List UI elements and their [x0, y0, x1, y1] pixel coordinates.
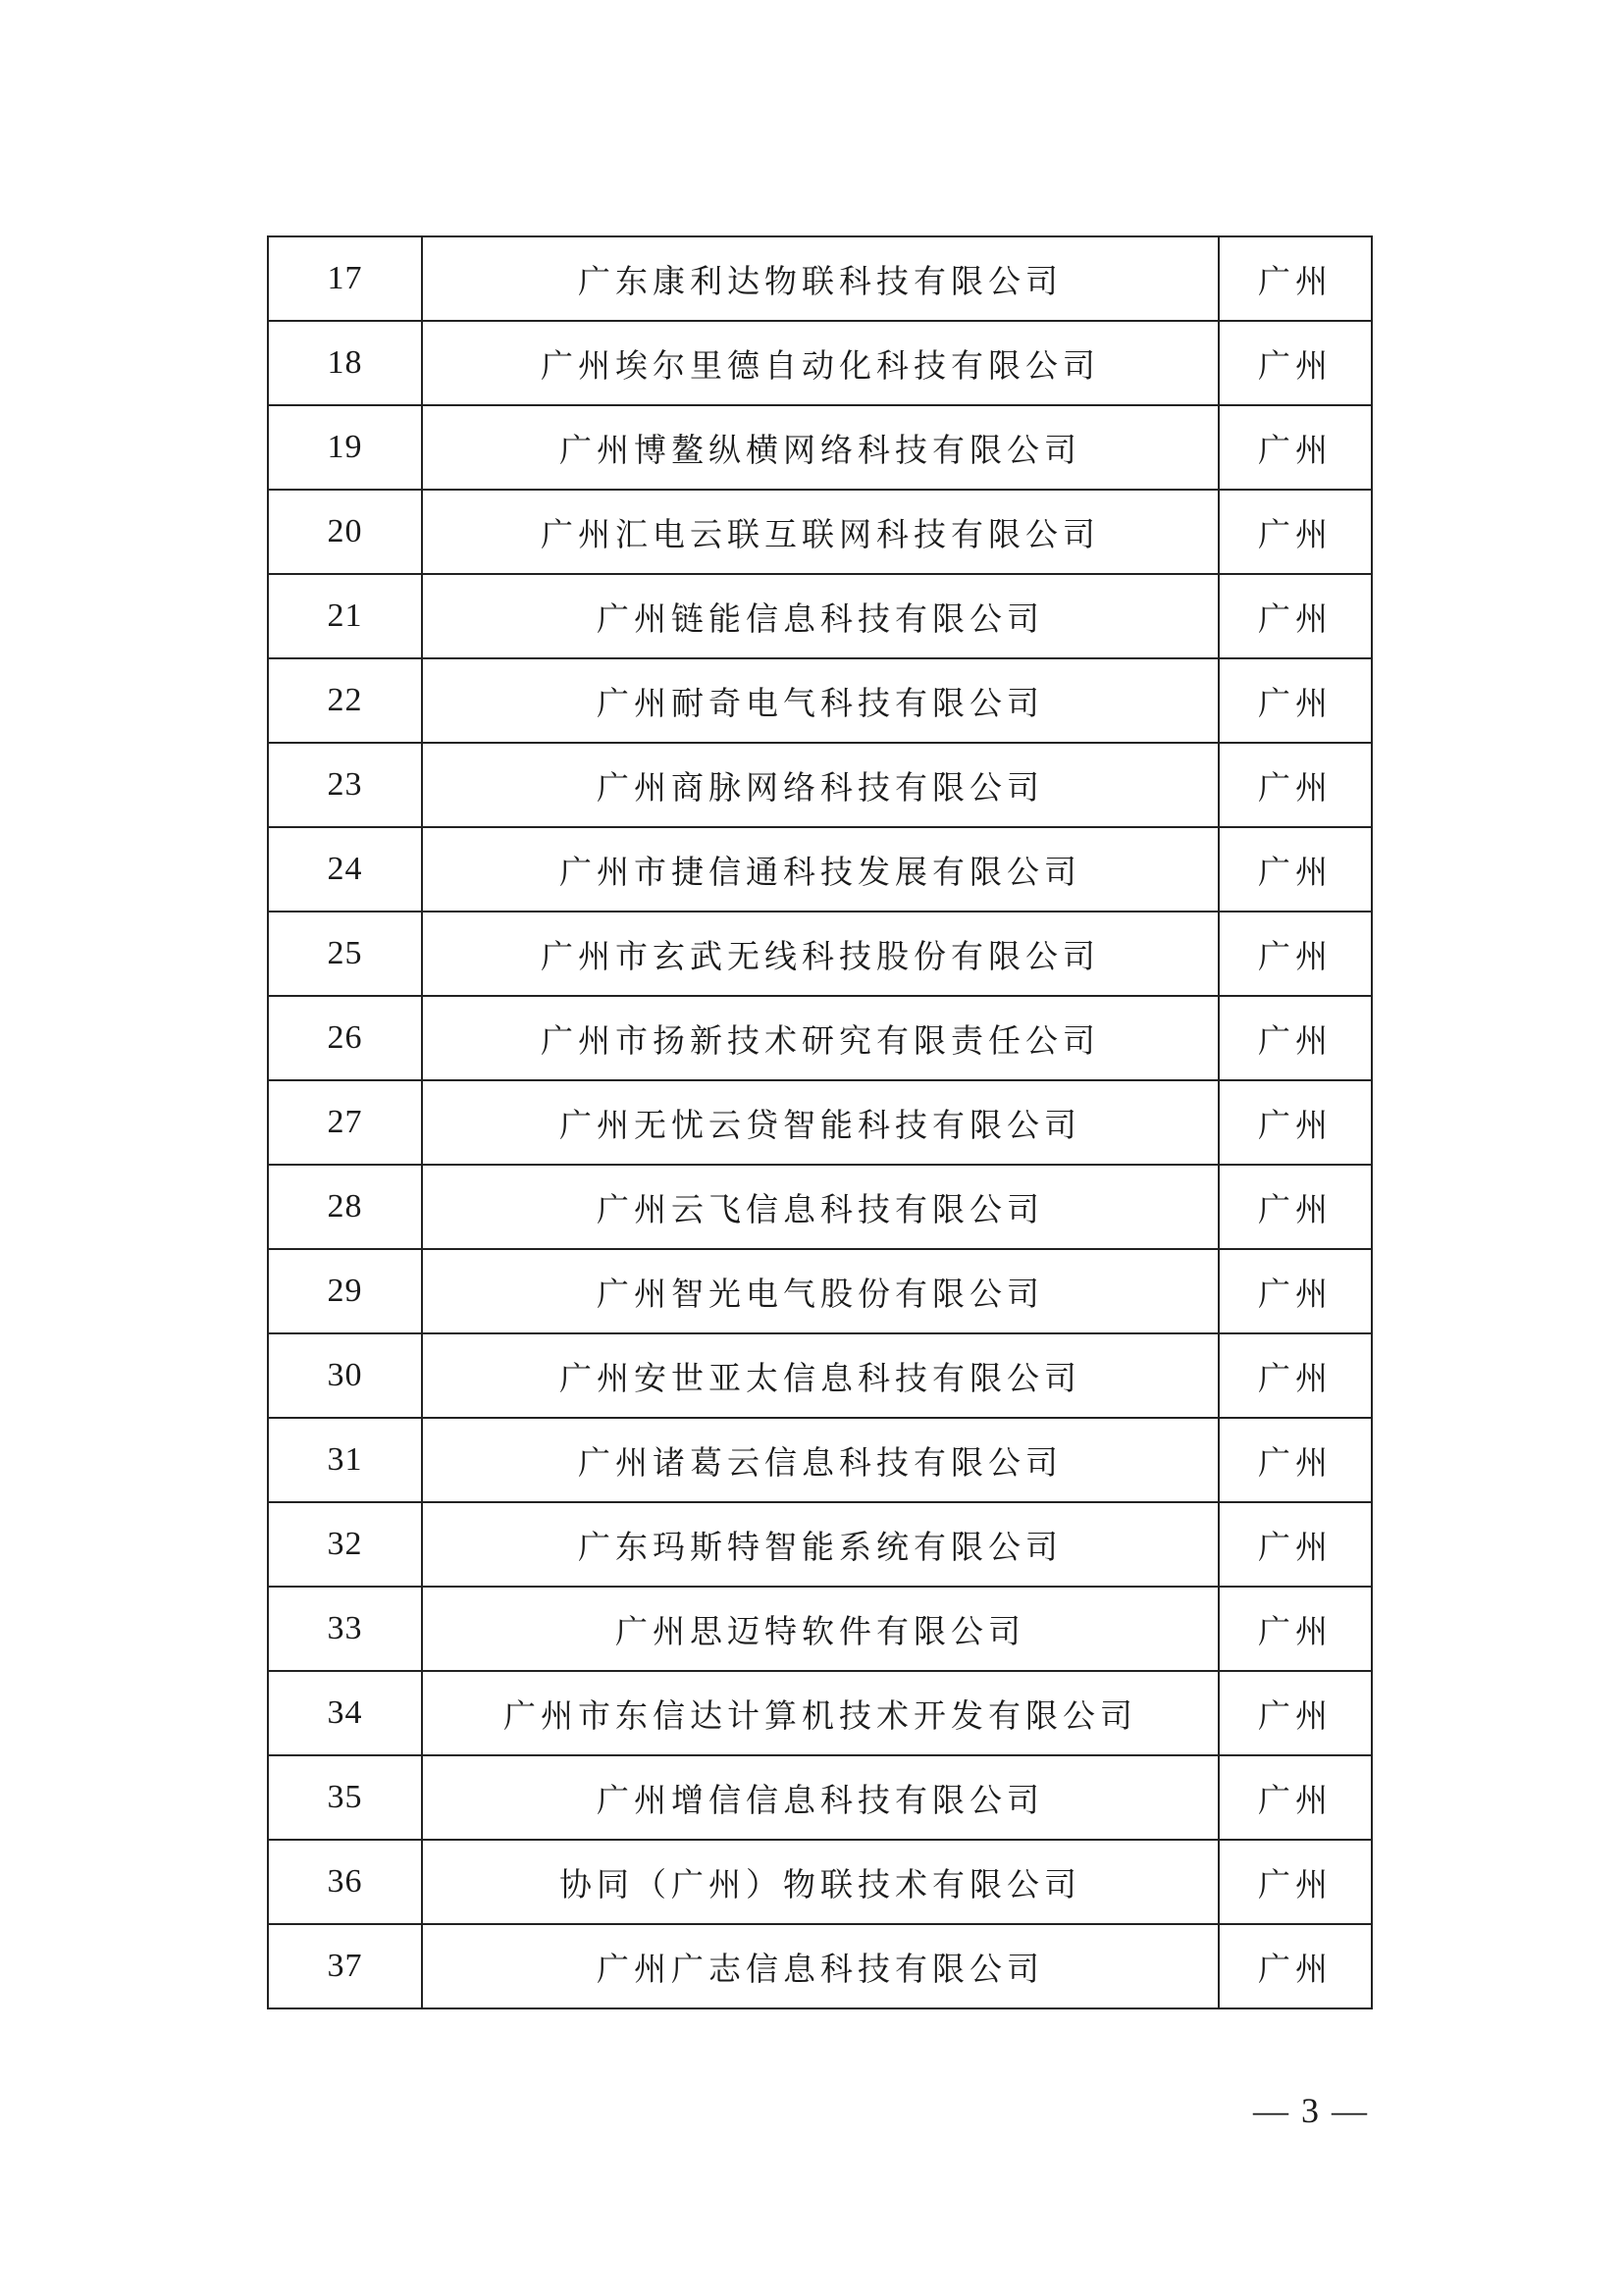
row-number-cell: 36	[268, 1840, 422, 1924]
city-cell: 广州	[1219, 1080, 1372, 1165]
company-name-cell: 广州云飞信息科技有限公司	[422, 1165, 1219, 1249]
city-cell: 广州	[1219, 1755, 1372, 1840]
row-number-cell: 34	[268, 1671, 422, 1755]
table-row	[268, 743, 1372, 827]
city-cell: 广州	[1219, 1418, 1372, 1502]
city-cell: 广州	[1219, 1502, 1372, 1587]
table-row	[268, 490, 1372, 574]
company-name-cell: 广州市扬新技术研究有限责任公司	[422, 996, 1219, 1080]
page-number: — 3 —	[1253, 2091, 1369, 2130]
company-name-cell: 广州市东信达计算机技术开发有限公司	[422, 1671, 1219, 1755]
row-number-cell: 27	[268, 1080, 422, 1165]
company-name-cell: 广州无忧云贷智能科技有限公司	[422, 1080, 1219, 1165]
company-name-cell: 广州埃尔里德自动化科技有限公司	[422, 321, 1219, 405]
row-number-cell: 35	[268, 1755, 422, 1840]
company-name-cell: 广州思迈特软件有限公司	[422, 1587, 1219, 1671]
row-number-cell: 37	[268, 1924, 422, 2008]
city-cell: 广州	[1219, 1333, 1372, 1418]
company-name-cell: 广州安世亚太信息科技有限公司	[422, 1333, 1219, 1418]
table-row	[268, 405, 1372, 490]
table-row	[268, 1080, 1372, 1165]
company-name-cell: 广东康利达物联科技有限公司	[422, 236, 1219, 321]
row-number-cell: 18	[268, 321, 422, 405]
city-cell: 广州	[1219, 912, 1372, 996]
table-row	[268, 1165, 1372, 1249]
row-number-cell: 30	[268, 1333, 422, 1418]
row-number-cell: 32	[268, 1502, 422, 1587]
city-cell: 广州	[1219, 236, 1372, 321]
city-cell: 广州	[1219, 658, 1372, 743]
city-cell: 广州	[1219, 1249, 1372, 1333]
company-name-cell: 广州市捷信通科技发展有限公司	[422, 827, 1219, 912]
row-number-cell: 25	[268, 912, 422, 996]
company-list-body	[268, 236, 1372, 2008]
row-number-cell: 24	[268, 827, 422, 912]
company-name-cell: 广州增信信息科技有限公司	[422, 1755, 1219, 1840]
table-row	[268, 574, 1372, 658]
company-list-table	[267, 235, 1373, 2009]
city-cell: 广州	[1219, 1165, 1372, 1249]
table-row	[268, 321, 1372, 405]
table-row	[268, 1587, 1372, 1671]
table-row	[268, 1924, 1372, 2008]
row-number-cell: 29	[268, 1249, 422, 1333]
city-cell: 广州	[1219, 574, 1372, 658]
table-row	[268, 1502, 1372, 1587]
company-name-cell: 广州智光电气股份有限公司	[422, 1249, 1219, 1333]
city-cell: 广州	[1219, 827, 1372, 912]
company-name-cell: 广东玛斯特智能系统有限公司	[422, 1502, 1219, 1587]
company-name-cell: 广州博鳌纵横网络科技有限公司	[422, 405, 1219, 490]
table-row	[268, 1333, 1372, 1418]
table-row	[268, 996, 1372, 1080]
table-row	[268, 1671, 1372, 1755]
city-cell: 广州	[1219, 1924, 1372, 2008]
city-cell: 广州	[1219, 1671, 1372, 1755]
city-cell: 广州	[1219, 1840, 1372, 1924]
row-number-cell: 31	[268, 1418, 422, 1502]
table-row	[268, 1755, 1372, 1840]
company-name-cell: 广州耐奇电气科技有限公司	[422, 658, 1219, 743]
table-row	[268, 658, 1372, 743]
table-row	[268, 1840, 1372, 1924]
row-number-cell: 20	[268, 490, 422, 574]
table-row	[268, 236, 1372, 321]
company-name-cell: 广州汇电云联互联网科技有限公司	[422, 490, 1219, 574]
table-row	[268, 1249, 1372, 1333]
row-number-cell: 26	[268, 996, 422, 1080]
row-number-cell: 17	[268, 236, 422, 321]
company-name-cell: 广州市玄武无线科技股份有限公司	[422, 912, 1219, 996]
company-name-cell: 协同（广州）物联技术有限公司	[422, 1840, 1219, 1924]
row-number-cell: 19	[268, 405, 422, 490]
row-number-cell: 21	[268, 574, 422, 658]
company-name-cell: 广州链能信息科技有限公司	[422, 574, 1219, 658]
table-row	[268, 827, 1372, 912]
city-cell: 广州	[1219, 321, 1372, 405]
company-name-cell: 广州广志信息科技有限公司	[422, 1924, 1219, 2008]
city-cell: 广州	[1219, 1587, 1372, 1671]
row-number-cell: 33	[268, 1587, 422, 1671]
company-name-cell: 广州商脉网络科技有限公司	[422, 743, 1219, 827]
table-row	[268, 912, 1372, 996]
city-cell: 广州	[1219, 996, 1372, 1080]
row-number-cell: 22	[268, 658, 422, 743]
table-row	[268, 1418, 1372, 1502]
city-cell: 广州	[1219, 405, 1372, 490]
row-number-cell: 23	[268, 743, 422, 827]
city-cell: 广州	[1219, 490, 1372, 574]
company-name-cell: 广州诸葛云信息科技有限公司	[422, 1418, 1219, 1502]
city-cell: 广州	[1219, 743, 1372, 827]
row-number-cell: 28	[268, 1165, 422, 1249]
